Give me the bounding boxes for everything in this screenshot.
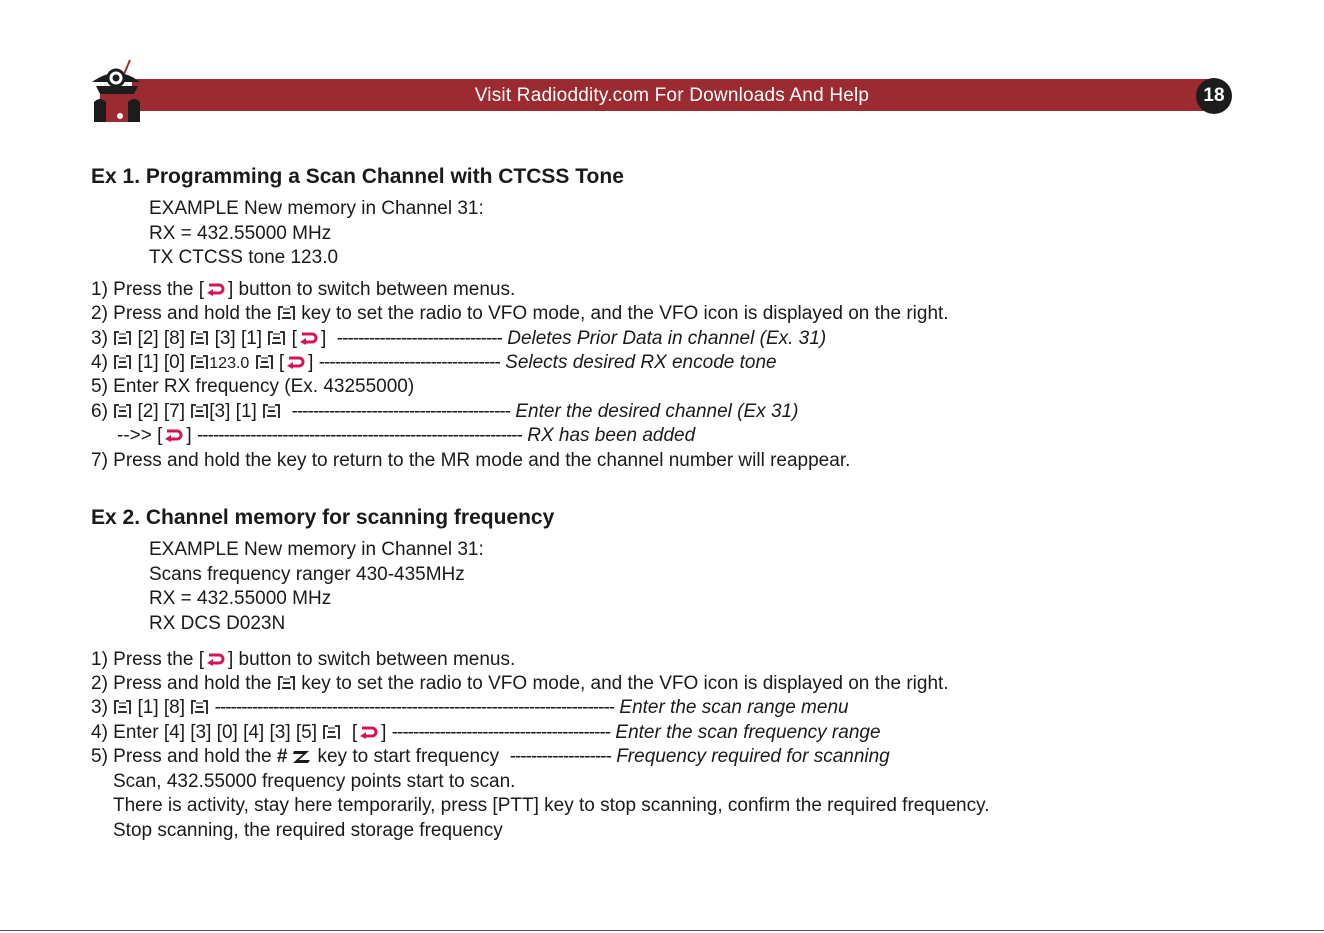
ex2-title: Ex 2. Channel memory for scanning frequency	[91, 506, 555, 529]
bottom-divider	[0, 930, 1324, 931]
ex1-example-line: TX CTCSS tone 123.0	[149, 247, 339, 268]
ex2-step-4: 4) Enter [4] [3] [0] [4] [3] [5] [ ] ----------------------------------------- Enter the scan frequency range	[91, 722, 881, 743]
ex2-step-5-detail: Stop scanning, the required storage frequency	[113, 820, 503, 841]
step-note: Enter the scan frequency range	[615, 722, 881, 743]
menu-key-icon	[191, 403, 208, 419]
ex1-title: Ex 1. Programming a Scan Channel with CTCSS Tone	[91, 165, 624, 188]
ex1-step-2: 2) Press and hold the key to set the radio to VFO mode, and the VFO icon is displayed on the right.	[91, 303, 949, 324]
step-note: Enter the scan range menu	[619, 697, 849, 718]
menu-key-icon	[191, 354, 208, 370]
ex2-step-5-detail: Scan, 432.55000 frequency points start to scan.	[113, 771, 516, 792]
banner-text: Visit Radioddity.com For Downloads And Help	[474, 85, 870, 106]
ex2-example-line: Scans frequency ranger 430-435MHz	[149, 564, 465, 585]
menu-key-icon	[114, 330, 131, 346]
ex2-example-line: EXAMPLE New memory in Channel 31:	[149, 539, 484, 560]
menu-key-icon	[263, 403, 280, 419]
ex1-example-line: RX = 432.55000 MHz	[149, 223, 332, 244]
ex1-example-line: EXAMPLE New memory in Channel 31:	[149, 198, 484, 219]
lock-z-icon	[291, 749, 313, 764]
back-arrow-icon	[164, 428, 184, 442]
ex2-step-1: 1) Press the [ ] button to switch between menus.	[91, 649, 516, 670]
ex1-step-5: 5) Enter RX frequency (Ex. 43255000)	[91, 376, 415, 397]
back-arrow-icon	[359, 725, 379, 739]
ex2-example-line: RX DCS D023N	[149, 613, 286, 634]
step-note: RX has been added	[527, 425, 696, 446]
menu-key-icon	[114, 699, 131, 715]
ex1-step-6b: -->> [ ] ------------------------------------------------------------- RX has been added	[117, 425, 696, 446]
ex1-step-3: 3) [2] [8] [3] [1] [ ] ------------------------------- Deletes Prior Data in channel (Ex. 31)	[91, 328, 827, 349]
ex1-step-4: 4) [1] [0] 123.0 [ ] ---------------------------------- Selects desired RX encode tone	[91, 352, 777, 373]
ex1-step-7: 7) Press and hold the key to return to the MR mode and the channel number will reappear.	[91, 450, 851, 471]
step-note: Deletes Prior Data in channel (Ex. 31)	[507, 328, 827, 349]
menu-key-icon	[256, 354, 273, 370]
menu-key-icon	[191, 330, 208, 346]
page-number-badge: 18	[1196, 78, 1232, 114]
ex1-step-1: 1) Press the [ ] button to switch between menus.	[91, 279, 516, 300]
ex2-step-2: 2) Press and hold the key to set the radio to VFO mode, and the VFO icon is displayed on the right.	[91, 673, 949, 694]
step-note: Enter the desired channel (Ex 31)	[515, 401, 799, 422]
menu-key-icon	[268, 330, 285, 346]
ex2-step-3: 3) [1] [8] --------------------------------------------------------------------------- Enter the scan range menu	[91, 697, 849, 718]
menu-key-icon	[278, 305, 295, 321]
ex1-step-6: 6) [2] [7] [3] [1] ----------------------------------------- Enter the desired channel (Ex 31)	[91, 401, 799, 422]
menu-key-icon	[323, 724, 340, 740]
radioddity-mascot-logo	[86, 58, 148, 124]
menu-key-icon	[114, 403, 131, 419]
step-note: Selects desired RX encode tone	[505, 352, 777, 373]
back-arrow-icon	[206, 652, 226, 666]
back-arrow-icon	[286, 355, 306, 369]
ex2-step-5-detail: There is activity, stay here temporarily, press [PTT] key to stop scanning, confirm the required frequency.	[113, 795, 990, 816]
back-arrow-icon	[206, 282, 226, 296]
header-banner	[132, 79, 1212, 111]
menu-key-icon	[278, 675, 295, 691]
ex2-example-line: RX = 432.55000 MHz	[149, 588, 332, 609]
step-note: Frequency required for scanning	[616, 746, 890, 767]
menu-key-icon	[114, 354, 131, 370]
ex2-step-5: 5) Press and hold the # key to start frequency ------------------- Frequency required for scanning	[91, 746, 890, 767]
hash-key-label: #	[276, 746, 288, 767]
back-arrow-icon	[299, 331, 319, 345]
menu-key-icon	[191, 699, 208, 715]
